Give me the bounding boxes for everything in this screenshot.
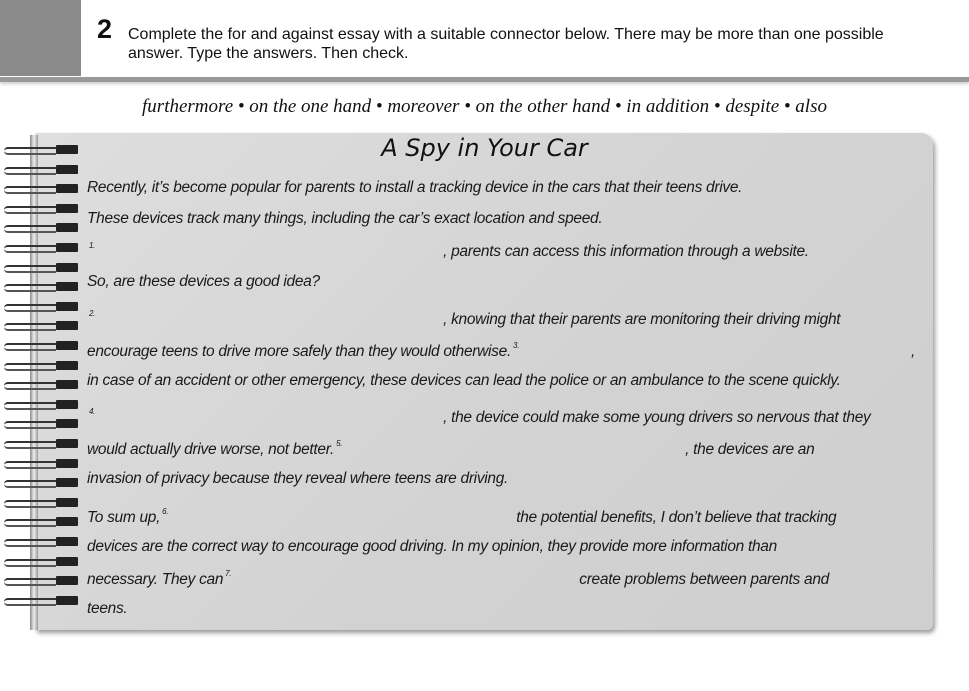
essay-text: in case of an accident or other emergency, these devices can lead the police or an ambulance to the scene quickly. [87,372,841,389]
spiral-ring [4,165,76,174]
spiral-ring [4,145,76,154]
essay-line [87,470,915,492]
essay-text: , the device could make some young drivers so nervous that they [443,408,871,426]
essay-line [87,241,915,263]
essay-text: necessary. They can [87,570,224,588]
answer-input-1[interactable] [98,241,443,261]
essay-line [87,538,915,560]
spiral-ring [4,596,76,605]
essay-text: , knowing that their parents are monitoring their driving might [443,310,841,328]
spiral-ring [4,302,76,311]
spiral-ring [4,361,76,370]
essay-line [87,600,915,622]
essay-text: To sum up, [87,508,161,526]
blank-number: 5. [336,439,343,448]
essay-line [87,309,915,331]
spiral-ring [4,498,76,507]
essay-text: the potential benefits, I don’t believe that tracking [516,508,837,526]
exercise-number: 2 [97,14,113,44]
spiral-ring [4,263,76,272]
essay-line [87,341,915,363]
spiral-ring [4,282,76,291]
blank-number: 1. [89,241,96,250]
spiral-ring [4,321,76,330]
spiral-ring [4,400,76,409]
essay-text: , the devices are an [685,440,815,458]
essay-text: , parents can access this information through a website. [443,242,809,260]
spiral-ring [4,243,76,252]
essay-line [87,179,915,201]
answer-input-5[interactable] [345,439,685,459]
answer-input-4[interactable] [98,407,443,427]
blank-number: 7. [225,569,232,578]
spiral-ring [4,439,76,448]
spiral-ring [4,576,76,585]
answer-input-3[interactable] [522,341,911,361]
essay-line [87,407,915,429]
essay-line [87,273,915,295]
blank-number: 6. [162,507,169,516]
essay-text: encourage teens to drive more safely than they would otherwise. [87,342,511,360]
spiral-ring [4,478,76,487]
spiral-ring [4,419,76,428]
spiral-ring [4,459,76,468]
spiral-ring [4,204,76,213]
spiral-ring [4,341,76,350]
essay-line [87,372,915,394]
spiral-ring [4,223,76,232]
answer-input-6[interactable] [171,507,516,527]
spiral-ring [4,184,76,193]
essay-text: invasion of privacy because they reveal where teens are driving. [87,470,509,487]
essay-text: So, are these devices a good idea? [87,273,320,290]
blank-number: 3. [512,341,520,350]
spiral-ring [4,380,76,389]
essay-text: create problems between parents and [579,570,829,588]
answer-input-7[interactable] [234,569,579,589]
essay-text: Recently, it’s become popular for parents to install a tracking device in the cars that their teens drive. [87,179,743,196]
essay-text: devices are the correct way to encourage good driving. In my opinion, they provide more information than [87,538,777,555]
spiral-ring [4,537,76,546]
header-divider [0,77,969,82]
blank-number: 4. [89,407,96,416]
blank-number: 2. [89,309,96,318]
spiral-ring [4,517,76,526]
essay-text: would actually drive worse, not better. [87,440,335,458]
essay-text: teens. [87,600,128,617]
header-block [0,0,81,76]
essay-line [87,507,915,529]
essay-text: , [910,342,915,360]
essay-line [87,569,915,591]
essay-line [87,210,915,232]
essay-title: A Spy in Your Car [381,134,588,162]
answer-input-2[interactable] [98,309,443,329]
essay-text: These devices track many things, including the car’s exact location and speed. [87,210,603,227]
instructions: Complete the for and against essay with a suitable connector below. There may be more than one possible answer. Type the answers. Then check. [128,26,884,62]
word-bank: furthermore • on the one hand • moreover • on the other hand • in addition • despite • also [142,96,827,117]
spiral-ring [4,557,76,566]
essay-line [87,439,915,461]
